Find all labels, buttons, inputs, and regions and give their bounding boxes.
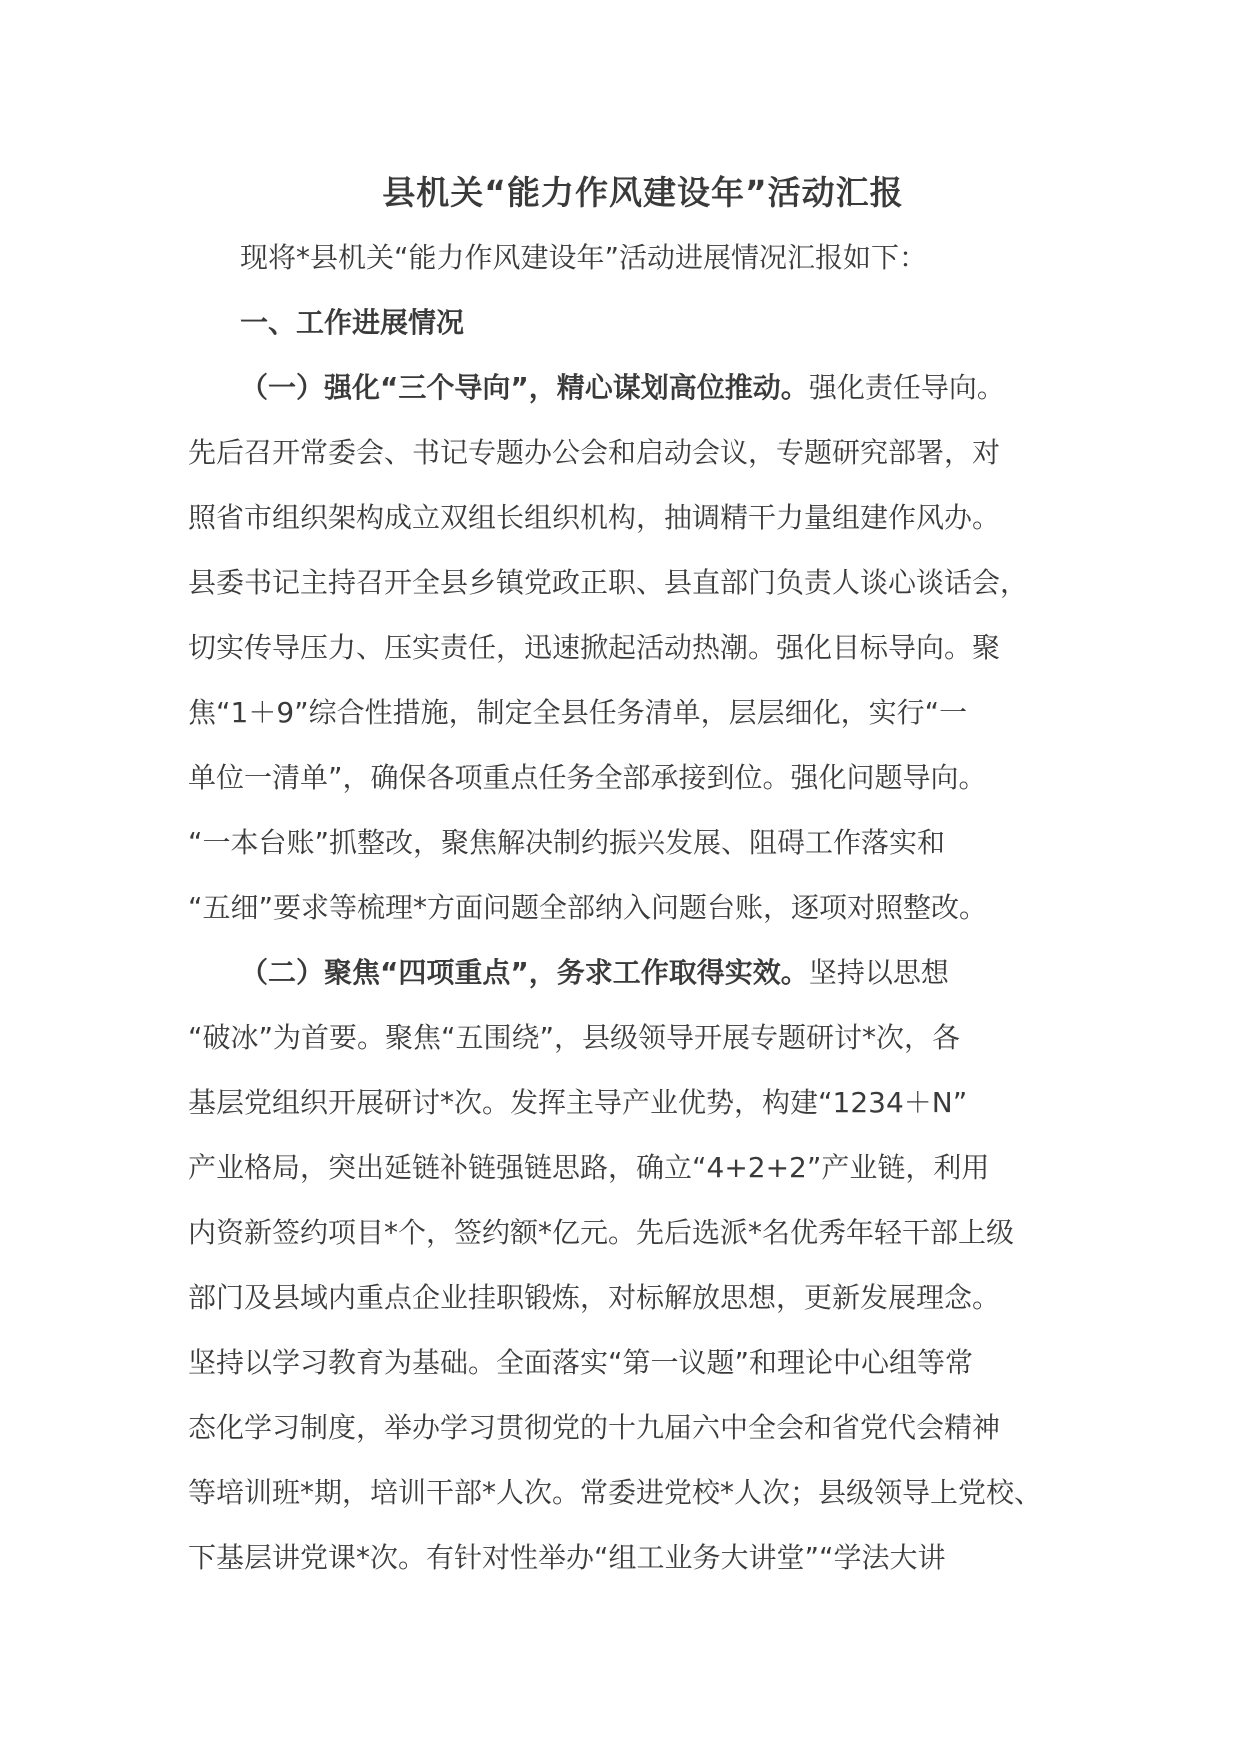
paragraph-1-line: 切实传导压力、压实责任，迅速掀起活动热潮。强化目标导向。聚 [188, 631, 1001, 664]
paragraph-1-line: 焦“1＋9”综合性措施，制定全县任务清单，层层细化，实行“一 [188, 696, 968, 729]
paragraph-2-line-1: （二）聚焦“四项重点”，务求工作取得实效。坚持以思想 [240, 956, 949, 989]
paragraph-2-line: 坚持以学习教育为基础。全面落实“第一议题”和理论中心组等常 [188, 1346, 974, 1379]
paragraph-1-line: “五细”要求等梳理*方面问题全部纳入问题台账，逐项对照整改。 [188, 891, 988, 924]
paragraph-2-lead: （二）聚焦“四项重点”，务求工作取得实效。 [240, 956, 809, 989]
paragraph-2-line: 态化学习制度，举办学习贯彻党的十九届六中全会和省党代会精神 [188, 1411, 1001, 1444]
paragraph-2-line: 产业格局，突出延链补链强链思路，确立“4+2+2”产业链，利用 [188, 1151, 990, 1184]
paragraph-2 [188, 940, 1078, 1590]
intro-paragraph: 现将*县机关“能力作风建设年”活动进展情况汇报如下： [240, 241, 928, 274]
paragraph-2-line: 下基层讲党课*次。有针对性举办“组工业务大讲堂”“学法大讲 [188, 1541, 946, 1574]
paragraph-2-line: 内资新签约项目*个，签约额*亿元。先后选派*名优秀年轻干部上级 [188, 1216, 1015, 1249]
paragraph-2-line: “破冰”为首要。聚焦“五围绕”，县级领导开展专题研讨*次，各 [188, 1021, 961, 1054]
paragraph-2-line: 等培训班*期，培训干部*人次。常委进党校*人次；县级领导上党校、 [188, 1476, 1043, 1509]
paragraph-2-line: 部门及县域内重点企业挂职锻炼，对标解放思想，更新发展理念。 [188, 1281, 1001, 1314]
document-title: 县机关“能力作风建设年”活动汇报 [382, 173, 904, 212]
paragraph-1-line: 单位一清单”，确保各项重点任务全部承接到位。强化问题导向。 [188, 761, 987, 794]
document-page [188, 160, 1078, 1590]
paragraph-1-lead: （一）强化“三个导向”，精心谋划高位推动。 [240, 371, 809, 404]
paragraph-1 [188, 355, 1078, 940]
paragraph-1-line: “一本台账”抓整改，聚焦解决制约振兴发展、阻碍工作落实和 [188, 826, 946, 859]
paragraph-1-line: 先后召开常委会、书记专题办公会和启动会议，专题研究部署，对 [188, 436, 1001, 469]
paragraph-2-line: 基层党组织开展研讨*次。发挥主导产业优势，构建“1234＋N” [188, 1086, 968, 1119]
paragraph-1-line: 照省市组织架构成立双组长组织机构，抽调精干力量组建作风办。 [188, 501, 1001, 534]
paragraph-1-line: 县委书记主持召开全县乡镇党政正职、县直部门负责人谈心谈话会， [188, 566, 1029, 599]
paragraph-1-line-1: （一）强化“三个导向”，精心谋划高位推动。强化责任导向。 [240, 371, 1005, 404]
section-heading: 一、工作进展情况 [240, 306, 465, 339]
